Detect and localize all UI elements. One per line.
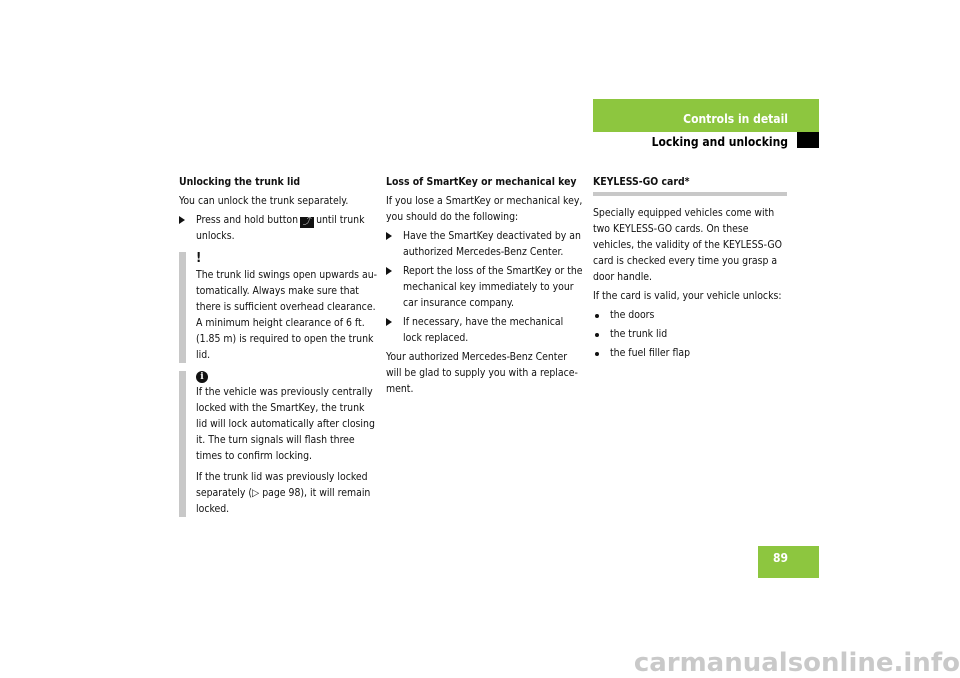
warning-text: The trunk lid swings open upwards automatically. Always make sure that there is sufficient overhead clearance. A minimum height clearance of 6 ft. (1.85 m) is required to open the trunk lid. — [196, 269, 378, 361]
trunk-step: Press and hold button ⤴ until trunk unlocks. — [179, 212, 377, 244]
info-note — [179, 371, 377, 517]
list-item: Report the loss of the SmartKey or the mechanical key immediately to your car insurance company. — [386, 263, 584, 311]
heading-keyless-go: KEYLESS-GO card* — [593, 176, 690, 188]
list-item: Have the SmartKey deactivated by an authorized Mercedes-Benz Center. — [386, 228, 584, 260]
arrow-bullet-icon — [386, 228, 392, 245]
column-keyless-go — [593, 174, 787, 364]
info-icon: i — [196, 371, 208, 383]
note-bar — [179, 371, 186, 517]
info-text-1: If the vehicle was previously centrally locked with the SmartKey, the trunk lid will lock automatically after closing it. The turn signals will flash three times to confirm locking. — [196, 386, 375, 462]
arrow-bullet-icon — [386, 263, 392, 280]
note-bar — [179, 252, 186, 363]
list-item: the trunk lid — [593, 326, 787, 342]
heading-rule — [593, 192, 787, 196]
header-marker — [797, 132, 819, 148]
trunk-intro: You can unlock the trunk separately. — [179, 195, 349, 207]
page-reference: ▷ page 98 — [252, 487, 301, 499]
warning-icon: ! — [196, 251, 202, 266]
dot-bullet-icon — [593, 326, 599, 342]
column-lost-key — [386, 174, 584, 400]
column-trunk-lid — [179, 174, 377, 520]
section-title: Controls in detail — [683, 112, 788, 126]
lost-key-closing: Your authorized Mercedes-Benz Center will be glad to supply you with a replacement. — [386, 351, 578, 395]
section-subtitle: Locking and unlocking — [651, 135, 788, 149]
dot-bullet-icon — [593, 307, 599, 323]
keyless-para-1: Specially equipped vehicles come with two KEYLESS-GO cards. On these vehicles, the validity of the KEYLESS-GO card is checked every time you grasp a door handle. — [593, 207, 782, 283]
trunk-button-icon: ⤴ — [300, 217, 314, 228]
arrow-bullet-icon — [386, 314, 392, 331]
list-item: If necessary, have the mechanical lock replaced. — [386, 314, 584, 346]
list-item: the doors — [593, 307, 787, 323]
warning-note — [179, 252, 377, 363]
dot-bullet-icon — [593, 345, 599, 361]
page-number: 89 — [772, 551, 788, 565]
list-item: the fuel filler flap — [593, 345, 787, 361]
arrow-bullet-icon — [179, 212, 185, 229]
heading-loss-of-key: Loss of SmartKey or mechanical key — [386, 176, 577, 188]
lost-key-intro: If you lose a SmartKey or mechanical key, you should do the following: — [386, 195, 583, 223]
info-text-2: If the trunk lid was previously locked separately (▷ page 98), it will remain locked. — [196, 471, 371, 515]
watermark: carmanualsonline.info — [633, 648, 960, 678]
keyless-para-2: If the card is valid, your vehicle unlocks: — [593, 290, 782, 302]
heading-unlocking-trunk: Unlocking the trunk lid — [179, 176, 301, 188]
